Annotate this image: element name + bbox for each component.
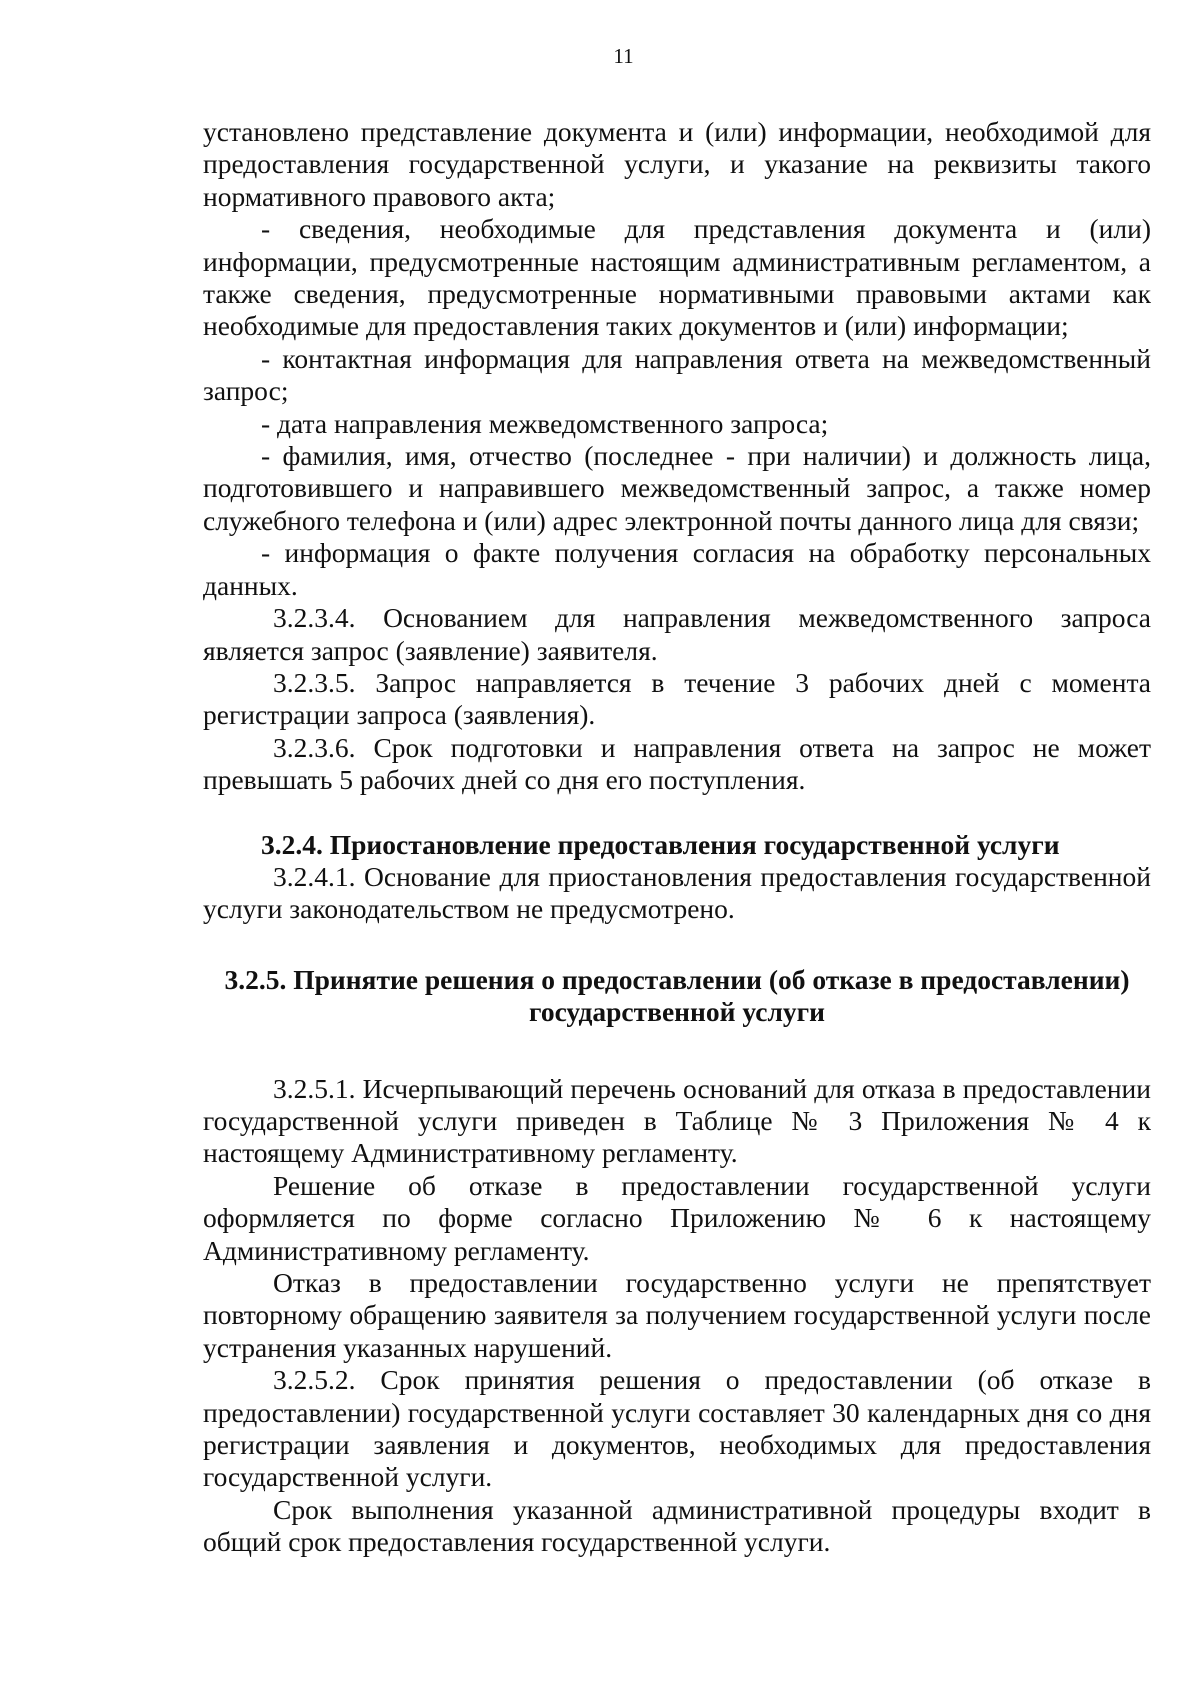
section-heading: 3.2.4. Приостановление предоставления государственной услуги	[261, 828, 1060, 860]
paragraph: - информация о факте получения согласия на обработку персональных данных.	[203, 537, 1151, 601]
paragraph: - сведения, необходимые для представления документа и (или) информации, предусмотренные настоящим административным регламентом, а также сведения, предусмотренные нормативными правовыми актами как необходимые для предоставления таких документов и (или) информации;	[203, 213, 1151, 342]
section-heading: 3.2.5. Принятие решения о предоставлении (об отказе в предоставлении) государственной услуги	[224, 963, 1130, 1028]
document-body	[203, 116, 1151, 1559]
paragraph: - дата направления межведомственного запроса;	[261, 407, 829, 439]
paragraph: 3.2.3.4. Основанием для направления межведомственного запроса является запрос (заявление) заявителя.	[203, 602, 1151, 666]
paragraph: 3.2.3.6. Срок подготовки и направления ответа на запрос не может превышать 5 рабочих дней со дня его поступления.	[203, 731, 1151, 796]
paragraph: Отказ в предоставлении государственно услуги не препятствует повторному обращению заявителя за получением государственной услуги после устранения указанных нарушений.	[203, 1267, 1151, 1363]
paragraph: установлено представление документа и (или) информации, необходимой для предоставления государственной услуги, и указание на реквизиты такого нормативного правового акта;	[203, 116, 1151, 212]
paragraph: - фамилия, имя, отчество (последнее - при наличии) и должность лица, подготовившего и направившего межведомственный запрос, а также номер служебного телефона и (или) адрес электронной почты данного лица для связи;	[203, 440, 1151, 536]
paragraph: 3.2.4.1. Основание для приостановления предоставления государственной услуги законодательством не предусмотрено.	[203, 860, 1151, 925]
paragraph: 3.2.5.1. Исчерпывающий перечень оснований для отказа в предоставлении государственной услуги приведен в Таблице № 3 Приложения № 4 к настоящему Административному регламенту.	[203, 1072, 1151, 1169]
paragraph: Срок выполнения указанной административной процедуры входит в общий срок предоставления государственной услуги.	[203, 1493, 1151, 1558]
paragraph: 3.2.5.2. Срок принятия решения о предоставлении (об отказе в предоставлении) государственной услуги составляет 30 календарных дня со дня регистрации заявления и документов, необходимых для предоставления государственной услуги.	[203, 1364, 1151, 1493]
page-number: 11	[613, 44, 634, 68]
paragraph: Решение об отказе в предоставлении государственной услуги оформляется по форме согласно Приложению № 6 к настоящему Административному регламенту.	[203, 1169, 1151, 1266]
paragraph: - контактная информация для направления ответа на межведомственный запрос;	[203, 342, 1151, 407]
paragraph: 3.2.3.5. Запрос направляется в течение 3 рабочих дней с момента регистрации запроса (заявления).	[203, 666, 1151, 731]
